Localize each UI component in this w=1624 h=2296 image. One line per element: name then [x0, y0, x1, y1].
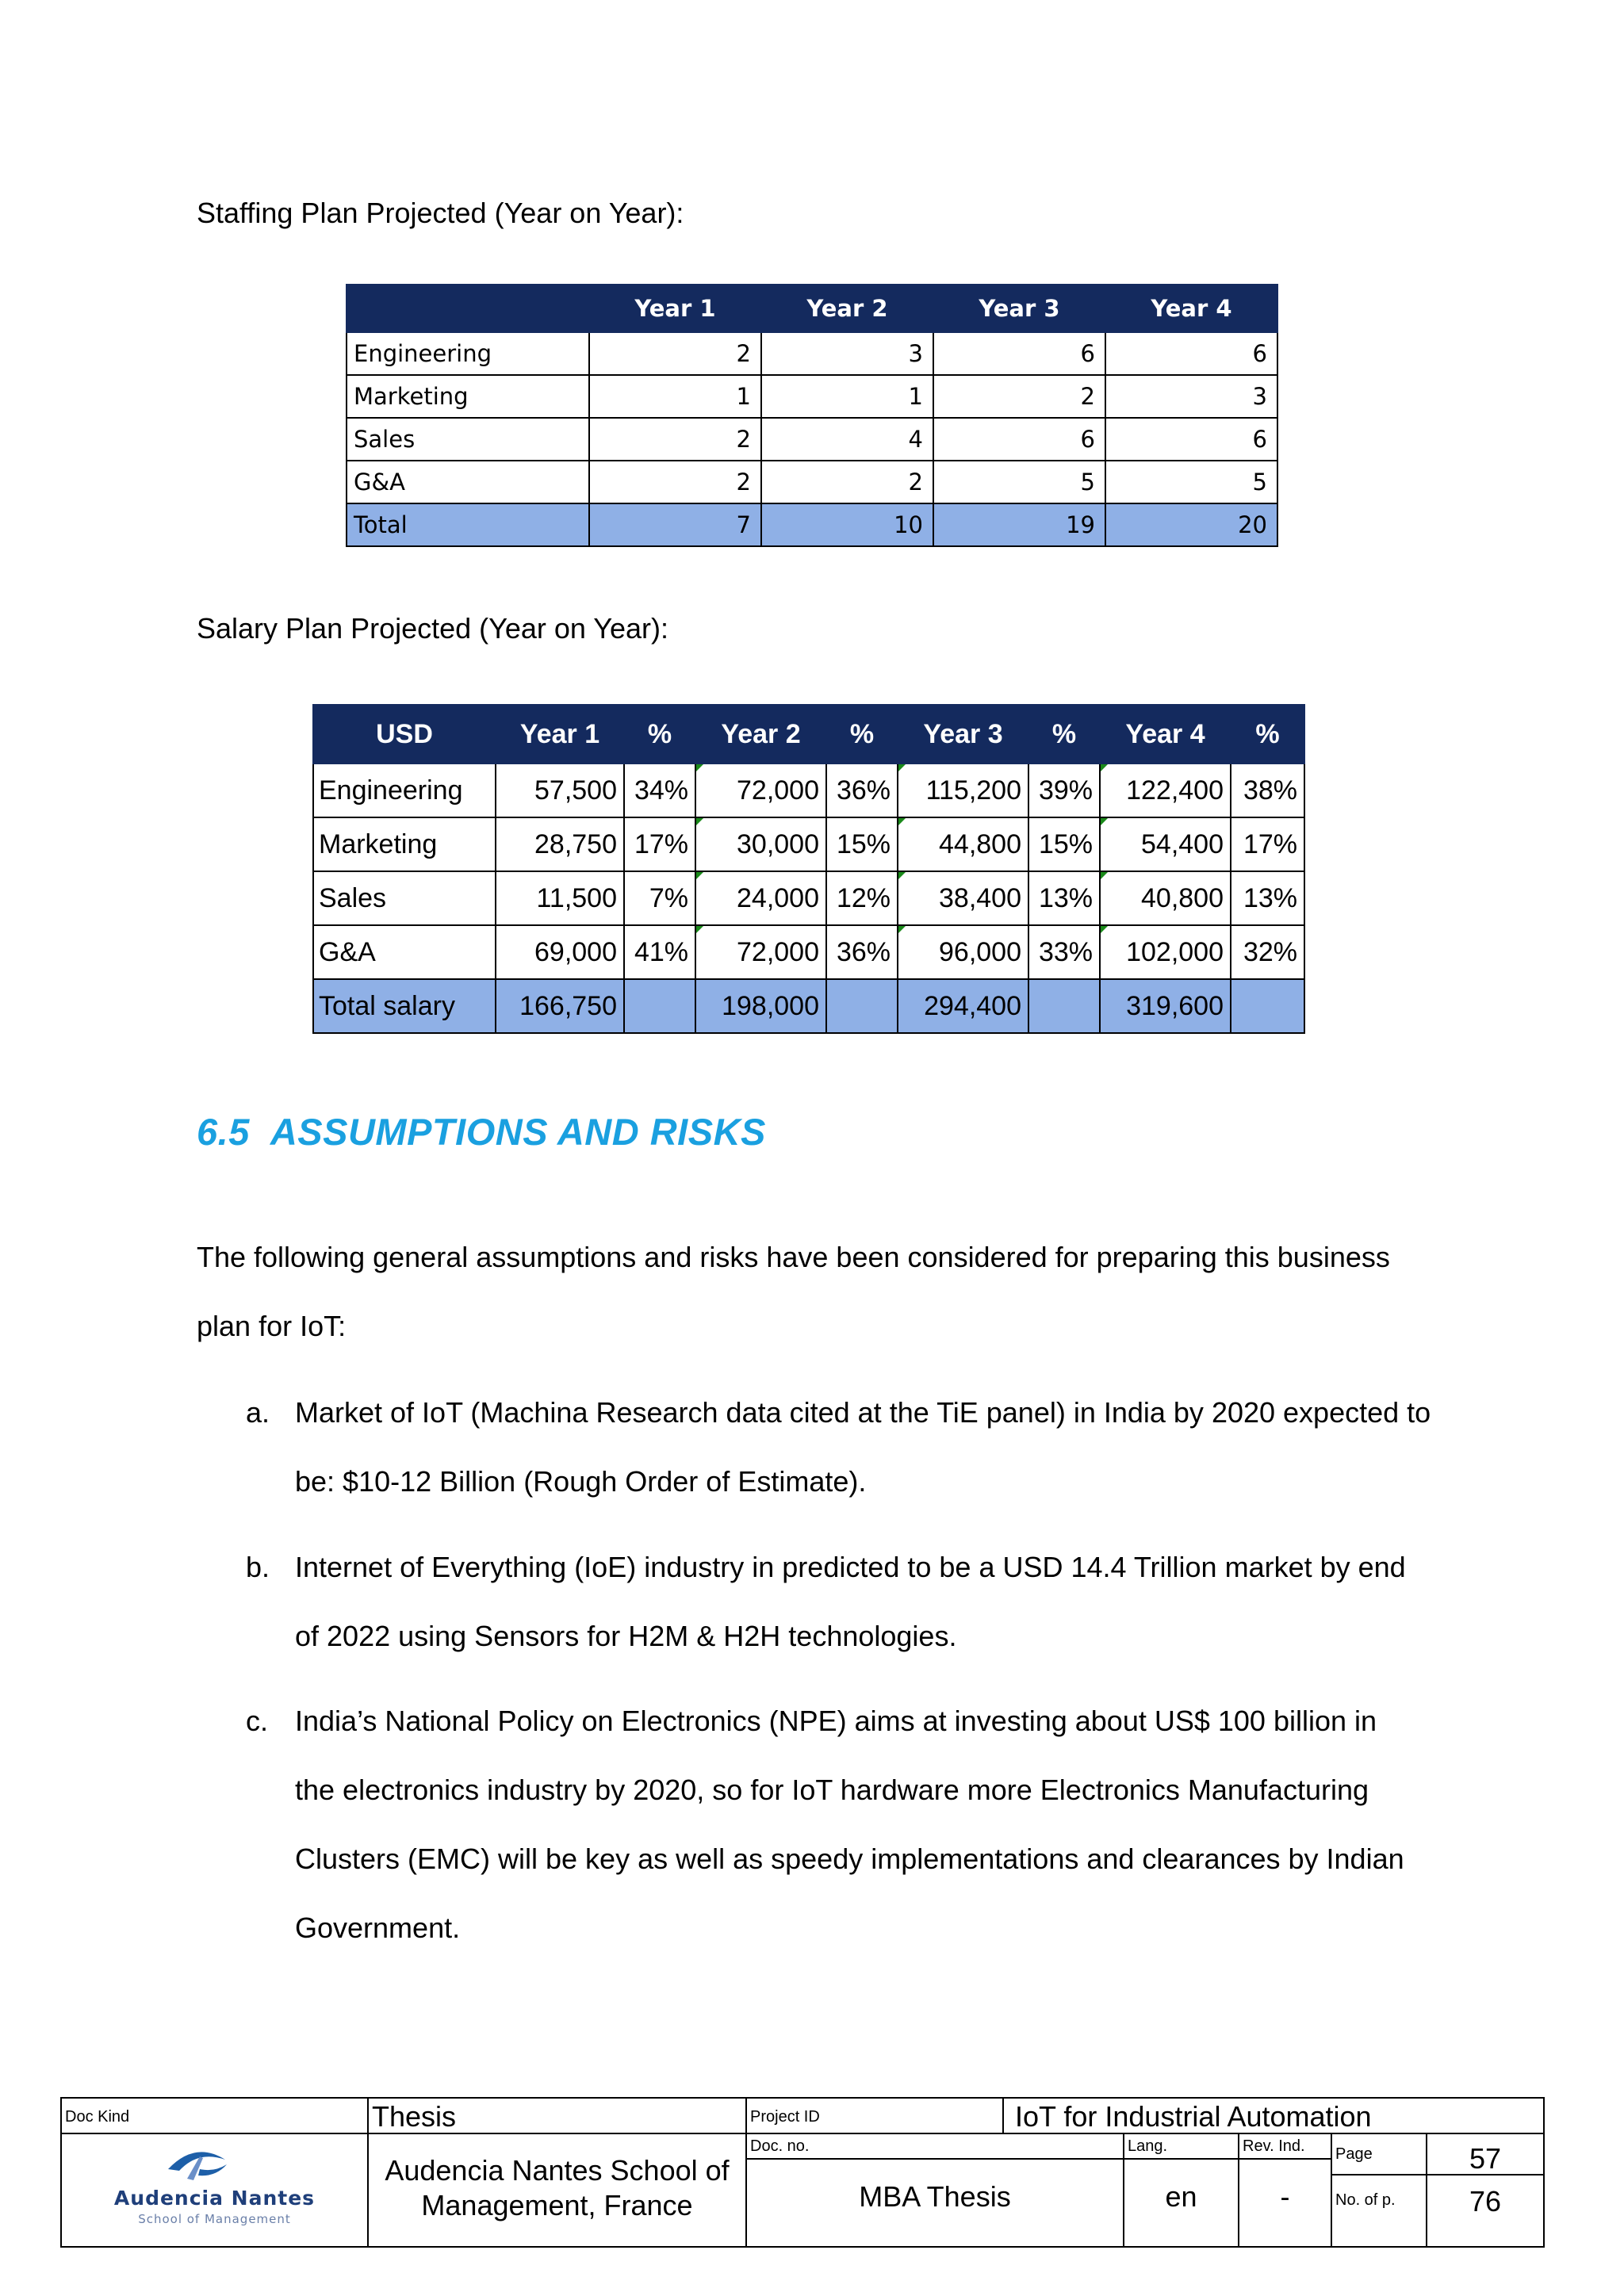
org-name: Audencia Nantes School of Management, France [385, 2154, 730, 2221]
cell-value: 319,600 [1126, 990, 1224, 1021]
staffing-header-row [347, 285, 1277, 332]
page-label: Page [1335, 2145, 1373, 2163]
row-label: Total salary [313, 979, 496, 1033]
table-cell: 6 [1105, 418, 1277, 461]
cell-value: 72,000 [737, 775, 819, 806]
table-cell: 6 [933, 332, 1105, 375]
list-item [246, 1533, 1437, 1670]
cell-note-marker-icon [696, 926, 703, 933]
pages-value-cell [1427, 2175, 1543, 2246]
table-cell [695, 763, 826, 817]
table-cell: 2 [589, 418, 761, 461]
page-value-cell [1427, 2134, 1543, 2175]
cell-note-marker-icon [1101, 872, 1108, 879]
logo-sub: School of Management [138, 2212, 291, 2226]
table-cell [624, 871, 695, 925]
table-cell: 10 [761, 503, 933, 546]
row-label: Marketing [347, 375, 589, 418]
row-label: Sales [347, 418, 589, 461]
logo-cell [62, 2134, 369, 2246]
cell-value: 12% [836, 882, 891, 913]
pages-value: 76 [1469, 2185, 1502, 2218]
table-cell [1028, 763, 1100, 817]
cell-value: 38,400 [939, 882, 1021, 913]
doc-kind-label: Doc Kind [65, 2108, 130, 2126]
table-cell: 4 [761, 418, 933, 461]
section-title: ASSUMPTIONS AND RISKS [270, 1111, 766, 1153]
table-cell: 1 [761, 375, 933, 418]
rev-label: Rev. Ind. [1243, 2137, 1305, 2155]
pages-label: No. of p. [1335, 2191, 1396, 2209]
cell-note-marker-icon [898, 872, 906, 879]
staffing-total-row [347, 503, 1277, 546]
table-cell [624, 817, 695, 871]
logo-name: Audencia Nantes [113, 2187, 316, 2210]
table-cell: 6 [933, 418, 1105, 461]
cell-value: 115,200 [925, 775, 1021, 806]
table-cell [1028, 817, 1100, 871]
cell-note-marker-icon [696, 764, 703, 771]
cell-value: 39% [1038, 775, 1093, 806]
table-cell [1100, 925, 1231, 979]
table-cell: 20 [1105, 503, 1277, 546]
section-number: 6.5 [197, 1111, 250, 1153]
doc-no-cell [747, 2134, 1124, 2246]
cell-value: 15% [1038, 828, 1093, 859]
table-cell: 3 [1105, 375, 1277, 418]
audencia-logo-icon [163, 2145, 230, 2182]
row-label: Engineering [347, 332, 589, 375]
cell-note-marker-icon [696, 818, 703, 825]
list-item [246, 1378, 1437, 1516]
table-cell [1100, 817, 1231, 871]
cell-value: 40,800 [1141, 882, 1224, 913]
table-cell [826, 871, 898, 925]
table-cell [496, 979, 624, 1033]
salary-header-pct4: % [1231, 705, 1304, 763]
salary-header-year3: Year 3 [898, 705, 1028, 763]
table-cell: 2 [589, 332, 761, 375]
pages-label-cell [1332, 2175, 1427, 2246]
table-cell [1231, 817, 1304, 871]
cell-value: 69,000 [534, 936, 617, 967]
list-marker: c. [246, 1705, 269, 1737]
salary-header-row [313, 705, 1304, 763]
table-row [313, 925, 1304, 979]
table-cell [826, 763, 898, 817]
table-cell [496, 925, 624, 979]
table-cell [695, 871, 826, 925]
cell-value: 24,000 [737, 882, 819, 913]
table-row [347, 461, 1277, 503]
row-label: G&A [313, 925, 496, 979]
rev-cell [1239, 2134, 1332, 2246]
cell-value: 7% [649, 882, 688, 913]
table-cell [898, 979, 1028, 1033]
salary-caption: Salary Plan Projected (Year on Year): [197, 612, 669, 645]
cell-note-marker-icon [898, 764, 906, 771]
page-label-cell [1332, 2134, 1427, 2175]
table-cell [1231, 763, 1304, 817]
cell-value: 15% [836, 828, 891, 859]
salary-total-row [313, 979, 1304, 1033]
section-heading [197, 1110, 766, 1154]
list-marker: a. [246, 1396, 270, 1429]
cell-value: 96,000 [939, 936, 1021, 967]
table-cell [624, 763, 695, 817]
table-cell [1100, 979, 1231, 1033]
salary-table [312, 704, 1305, 1034]
cell-value: 54,400 [1141, 828, 1224, 859]
table-cell [826, 925, 898, 979]
salary-header-usd: USD [313, 705, 496, 763]
cell-value: 36% [836, 775, 891, 806]
cell-value: 30,000 [737, 828, 819, 859]
project-id-value: IoT for Industrial Automation [1015, 2100, 1372, 2133]
cell-value: 102,000 [1126, 936, 1224, 967]
table-cell [695, 925, 826, 979]
cell-value: 17% [1243, 828, 1297, 859]
cell-value: 294,400 [924, 990, 1021, 1021]
table-cell [496, 817, 624, 871]
page-value: 57 [1469, 2142, 1502, 2175]
table-cell: 5 [1105, 461, 1277, 503]
doc-kind-label-cell [62, 2099, 369, 2134]
salary-header-pct3: % [1028, 705, 1100, 763]
cell-value: 122,400 [1126, 775, 1224, 806]
table-cell [1028, 925, 1100, 979]
salary-header-year1: Year 1 [496, 705, 624, 763]
table-cell [1231, 925, 1304, 979]
table-cell [624, 979, 695, 1033]
cell-note-marker-icon [1101, 818, 1108, 825]
list-marker: b. [246, 1551, 270, 1583]
org-cell [369, 2134, 747, 2246]
table-cell [898, 817, 1028, 871]
cell-value: 166,750 [519, 990, 617, 1021]
rev-value: - [1280, 2180, 1290, 2213]
table-cell [695, 979, 826, 1033]
cell-note-marker-icon [1101, 764, 1108, 771]
table-cell [898, 763, 1028, 817]
list-text: India’s National Policy on Electronics (NPE) aims at investing about US$ 100 billion in the electronics industry by 2020, so for IoT hardware more Electronics Manufacturing Clusters (EMC) will be key as well as speedy implementations and clearances by Indian Government. [295, 1705, 1404, 1944]
list-item [246, 1686, 1413, 1962]
row-label: G&A [347, 461, 589, 503]
table-cell [898, 925, 1028, 979]
table-cell: 19 [933, 503, 1105, 546]
table-row [313, 817, 1304, 871]
cell-note-marker-icon [696, 872, 703, 879]
cell-value: 198,000 [722, 990, 819, 1021]
cell-value: 57,500 [534, 775, 617, 806]
cell-value: 32% [1243, 936, 1297, 967]
document-footer [60, 2097, 1545, 2248]
table-cell [1231, 871, 1304, 925]
staffing-header-year1: Year 1 [589, 285, 761, 332]
table-cell [496, 763, 624, 817]
salary-header-pct1: % [624, 705, 695, 763]
salary-header-year2: Year 2 [695, 705, 826, 763]
doc-kind-value: Thesis [372, 2100, 457, 2133]
cell-value: 38% [1243, 775, 1297, 806]
list-text: Market of IoT (Machina Research data cited at the TiE panel) in India by 2020 expected to be: $10-12 Billion (Rough Order of Estimate). [295, 1396, 1431, 1498]
project-id-label: Project ID [750, 2108, 820, 2126]
table-cell [496, 871, 624, 925]
staffing-header-year2: Year 2 [761, 285, 933, 332]
cell-value: 13% [1038, 882, 1093, 913]
lang-value: en [1165, 2180, 1197, 2213]
row-label: Engineering [313, 763, 496, 817]
staffing-table [346, 284, 1278, 547]
staffing-header-year3: Year 3 [933, 285, 1105, 332]
doc-no-value: MBA Thesis [859, 2180, 1011, 2213]
table-cell [826, 817, 898, 871]
cell-value: 33% [1038, 936, 1093, 967]
lang-label: Lang. [1128, 2137, 1168, 2155]
table-cell: 3 [761, 332, 933, 375]
project-id-label-cell [747, 2099, 1004, 2134]
table-cell: 2 [761, 461, 933, 503]
table-row [347, 418, 1277, 461]
table-row [313, 871, 1304, 925]
row-label: Marketing [313, 817, 496, 871]
doc-no-label: Doc. no. [750, 2137, 810, 2155]
staffing-caption: Staffing Plan Projected (Year on Year): [197, 197, 684, 229]
table-cell [1100, 763, 1231, 817]
table-cell [1100, 871, 1231, 925]
table-cell: 6 [1105, 332, 1277, 375]
intro-paragraph: The following general assumptions and risks have been considered for preparing this business plan for IoT: [197, 1241, 1390, 1342]
project-id-cell [1004, 2099, 1543, 2134]
table-cell [826, 979, 898, 1033]
table-cell [1028, 871, 1100, 925]
cell-value: 36% [836, 936, 891, 967]
list-text: Internet of Everything (IoE) industry in predicted to be a USD 14.4 Trillion market by end of 2022 using Sensors for H2M & H2H technologies. [295, 1551, 1406, 1652]
cell-value: 13% [1243, 882, 1297, 913]
table-cell [898, 871, 1028, 925]
cell-value: 44,800 [939, 828, 1021, 859]
table-cell [1231, 979, 1304, 1033]
table-cell [1028, 979, 1100, 1033]
cell-value: 72,000 [737, 936, 819, 967]
cell-value: 41% [634, 936, 688, 967]
table-cell: 2 [589, 461, 761, 503]
table-row [347, 375, 1277, 418]
cell-value: 28,750 [534, 828, 617, 859]
row-label: Total [347, 503, 589, 546]
cell-note-marker-icon [898, 818, 906, 825]
salary-header-year4: Year 4 [1100, 705, 1231, 763]
cell-note-marker-icon [898, 926, 906, 933]
salary-header-pct2: % [826, 705, 898, 763]
table-row [347, 332, 1277, 375]
table-row [313, 763, 1304, 817]
lang-cell [1124, 2134, 1239, 2246]
table-cell [695, 817, 826, 871]
table-cell: 5 [933, 461, 1105, 503]
staffing-header-year4: Year 4 [1105, 285, 1277, 332]
staffing-header-blank [347, 285, 589, 332]
table-cell [624, 925, 695, 979]
table-cell: 7 [589, 503, 761, 546]
table-cell: 1 [589, 375, 761, 418]
cell-value: 17% [634, 828, 688, 859]
cell-note-marker-icon [1101, 926, 1108, 933]
cell-value: 34% [634, 775, 688, 806]
row-label: Sales [313, 871, 496, 925]
doc-kind-cell [369, 2099, 747, 2134]
table-cell: 2 [933, 375, 1105, 418]
cell-value: 11,500 [536, 882, 617, 913]
